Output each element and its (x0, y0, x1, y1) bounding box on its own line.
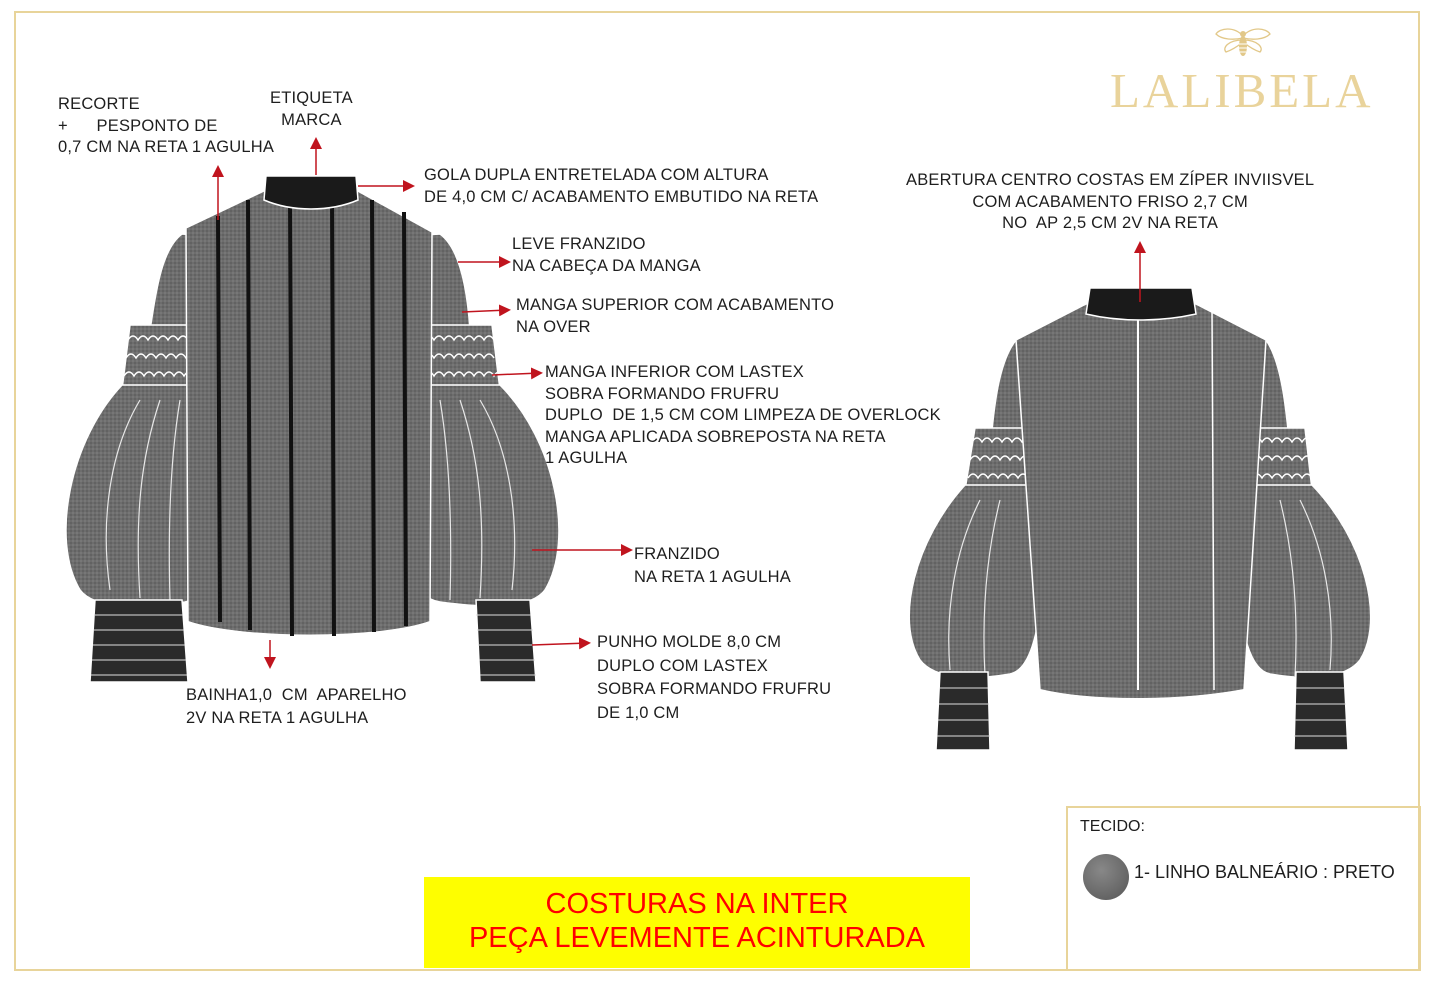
note-franzido: FRANZIDO NA RETA 1 AGULHA (634, 545, 791, 586)
note-bainha: BAINHA1,0 CM APARELHO 2V NA RETA 1 AGULHA (186, 686, 407, 727)
fabric-title: TECIDO: (1080, 818, 1145, 835)
note-punho: PUNHO MOLDE 8,0 CM DUPLO COM LASTEX SOBRA FORMANDO FRUFRU DE 1,0 CM (597, 633, 832, 722)
note-franzido-cabeca: LEVE FRANZIDO NA CABEÇA DA MANGA (512, 235, 701, 275)
banner-line-1: COSTURAS NA INTER (545, 888, 849, 920)
note-manga-inferior: MANGA INFERIOR COM LASTEX SOBRA FORMANDO FRUFRU DUPLO DE 1,5 CM COM LIMPEZA DE OVERLOCK MANGA APLICADA SOBREPOSTA NA RETA 1 AGULHA (545, 363, 941, 467)
back-view (909, 288, 1370, 750)
arrow-punho (532, 643, 588, 645)
fabric-item: 1- LINHO BALNEÁRIO : PRETO (1134, 862, 1395, 882)
note-gola: GOLA DUPLA ENTRETELADA COM ALTURA DE 4,0 CM C/ ACABAMENTO EMBUTIDO NA RETA (424, 166, 819, 206)
front-view (66, 176, 559, 682)
fabric-legend (1066, 806, 1421, 971)
brand-name: LALIBELA (1110, 63, 1374, 118)
fabric-swatch (1083, 854, 1129, 900)
front-body (186, 190, 432, 636)
back-left-cuff (936, 672, 990, 750)
construction-banner (424, 877, 970, 968)
banner-line-2: PEÇA LEVEMENTE ACINTURADA (468, 922, 926, 954)
note-abertura: ABERTURA CENTRO COSTAS EM ZÍPER INVIISVEL COM ACABAMENTO FRISO 2,7 CM NO AP 2,5 CM 2V NA RETA (906, 171, 1315, 232)
note-etiqueta: ETIQUETA MARCA (270, 89, 353, 129)
back-right-sleeve-balloon (1240, 485, 1371, 677)
note-manga-superior: MANGA SUPERIOR COM ACABAMENTO NA OVER (516, 296, 835, 336)
front-right-cuff (476, 600, 536, 682)
front-left-cuff (90, 600, 188, 682)
back-body (1016, 304, 1266, 699)
front-collar (264, 176, 358, 209)
note-recorte: RECORTE + PESPONTO DE 0,7 CM NA RETA 1 AGULHA (58, 95, 275, 156)
back-right-cuff (1294, 672, 1348, 750)
arrow-manga-inferior (492, 373, 540, 375)
back-collar (1086, 288, 1196, 320)
back-left-sleeve-balloon (909, 485, 1040, 677)
